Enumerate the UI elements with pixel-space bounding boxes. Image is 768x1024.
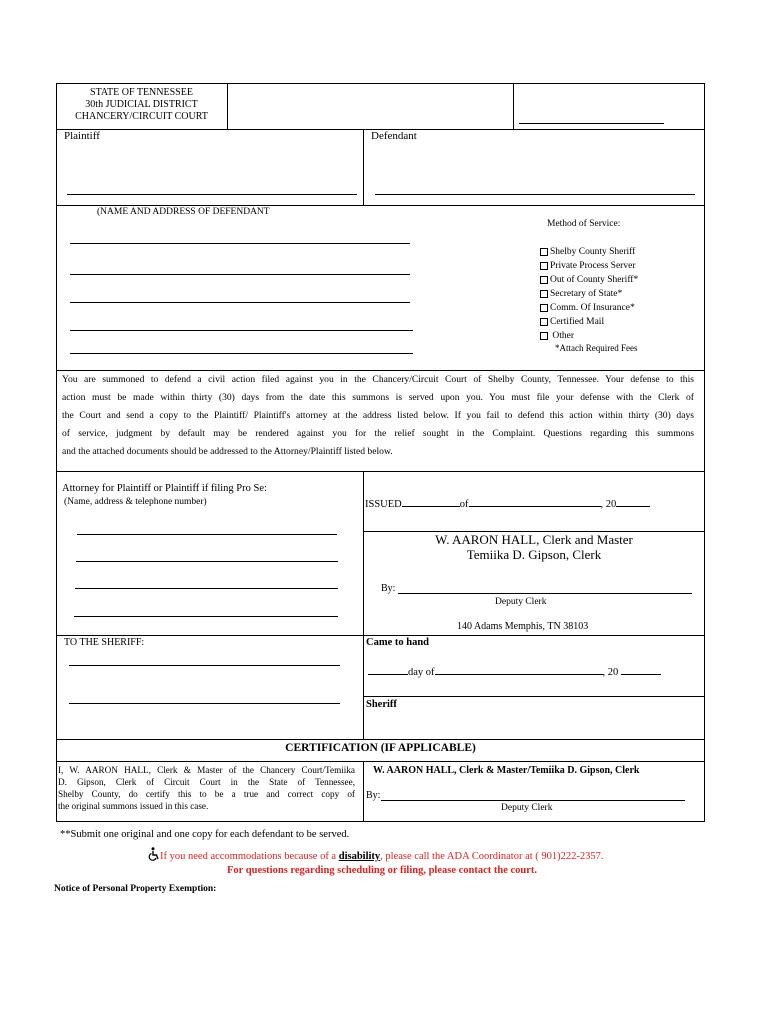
header-divider-right bbox=[513, 83, 514, 130]
ada-disability-word: disability bbox=[338, 851, 381, 862]
defendant-address-line-4[interactable] bbox=[70, 330, 413, 331]
attorney-line-2[interactable] bbox=[76, 561, 338, 562]
attorney-line-3[interactable] bbox=[75, 588, 338, 589]
certification-line-4: the original summons issued in this case. bbox=[58, 801, 209, 811]
summons-line-1: You are summoned to defend a civil action filed against you in the Chancery/Circuit Court of Shelby County, Tennessee. Your defense to this bbox=[62, 374, 694, 385]
service-option-insurance[interactable]: Comm. Of Insurance* bbox=[540, 301, 638, 315]
wheelchair-icon bbox=[148, 847, 160, 861]
court-label: CHANCERY/CIRCUIT COURT bbox=[75, 111, 208, 122]
checkbox-icon[interactable] bbox=[540, 304, 548, 312]
plaintiff-field[interactable] bbox=[67, 194, 357, 195]
certification-text bbox=[58, 764, 355, 812]
summons-line-3: the Court and send a copy to the Plaintiff/ Plaintiff's attorney at the address listed below. If you fail to defend this action within thirty (30) days bbox=[62, 410, 694, 421]
defendant-label: Defendant bbox=[371, 130, 417, 142]
defendant-address-line-1[interactable] bbox=[70, 243, 410, 244]
questions-notice: For questions regarding scheduling or filing, please contact the court. bbox=[227, 865, 538, 876]
service-option-other[interactable]: Other bbox=[540, 329, 638, 343]
service-option-out-of-county[interactable]: Out of County Sheriff* bbox=[540, 273, 638, 287]
certification-clerk-title: W. AARON HALL, Clerk & Master/Temiika D. Gipson, Clerk bbox=[373, 765, 640, 776]
defendant-address-line-5[interactable] bbox=[70, 353, 413, 354]
day-of-label: day of bbox=[408, 667, 435, 678]
checkbox-icon[interactable] bbox=[540, 318, 548, 326]
sheriff-row bbox=[56, 635, 705, 740]
issued-label: ISSUED bbox=[365, 499, 402, 510]
issued-day-field[interactable] bbox=[402, 496, 460, 507]
ada-text-pre: If you need accommodations because of a bbox=[160, 851, 339, 862]
came-to-hand-label: Came to hand bbox=[366, 637, 430, 648]
method-of-service-title: Method of Service: bbox=[547, 219, 621, 229]
defendant-address-line-2[interactable] bbox=[70, 274, 410, 275]
clerk-name bbox=[363, 532, 705, 562]
clerk-name-2: Temiika D. Gipson, Clerk bbox=[466, 547, 602, 562]
came-day-field[interactable] bbox=[368, 664, 408, 675]
service-option-shelby[interactable]: Shelby County Sheriff bbox=[540, 245, 638, 259]
property-exemption-notice: Notice of Personal Property Exemption: bbox=[54, 884, 217, 894]
checkbox-icon[interactable] bbox=[540, 332, 548, 340]
state-label: STATE OF TENNESSEE bbox=[90, 87, 193, 98]
came-year-field[interactable] bbox=[621, 664, 661, 675]
service-option-certified-mail[interactable]: Certified Mail bbox=[540, 315, 638, 329]
ada-text-post: , please call the ADA Coordinator at ( 901)222-2357. bbox=[380, 851, 604, 862]
certification-by-label: By: bbox=[366, 790, 381, 801]
checkbox-icon[interactable] bbox=[540, 276, 548, 284]
sheriff-divider bbox=[363, 635, 364, 740]
issued-field[interactable] bbox=[365, 496, 650, 510]
attorney-sublabel: (Name, address & telephone number) bbox=[64, 497, 207, 507]
sheriff-label: Sheriff bbox=[366, 699, 397, 710]
clerk-master-name: W. AARON HALL, Clerk and Master bbox=[435, 532, 633, 547]
defendant-address-label: (NAME AND ADDRESS OF DEFENDANT bbox=[97, 207, 270, 217]
summons-text bbox=[62, 371, 694, 461]
certification-divider bbox=[363, 761, 364, 822]
court-header bbox=[56, 87, 227, 123]
service-option-secretary[interactable]: Secretary of State* bbox=[540, 287, 638, 301]
certification-line-3: Shelby County, do certify this to be a true and correct copy of bbox=[58, 789, 355, 799]
sheriff-line-2[interactable] bbox=[69, 703, 340, 704]
certification-line-2: D. Gipson, Clerk of Circuit Court in the State of Tennessee, bbox=[58, 777, 355, 787]
came-year-label: , 20 bbox=[602, 667, 619, 678]
issued-year-field[interactable] bbox=[616, 496, 650, 507]
issued-month-field[interactable] bbox=[469, 496, 601, 507]
defendant-field[interactable] bbox=[375, 194, 695, 195]
came-to-hand-bottom bbox=[363, 696, 705, 697]
deputy-clerk-label: Deputy Clerk bbox=[495, 597, 547, 607]
came-month-field[interactable] bbox=[435, 664, 603, 675]
came-to-hand-date[interactable] bbox=[368, 664, 661, 678]
certification-title: CERTIFICATION (IF APPLICABLE) bbox=[285, 742, 476, 754]
parties-divider bbox=[363, 129, 364, 206]
summons-line-5: and the attached documents should be addressed to the Attorney/Plaintiff listed below. bbox=[62, 446, 393, 457]
checkbox-icon[interactable] bbox=[540, 248, 548, 256]
district-label: 30th JUDICIAL DISTRICT bbox=[85, 99, 198, 110]
docket-number-field[interactable] bbox=[519, 123, 664, 124]
submit-note: **Submit one original and one copy for each defendant to be served. bbox=[60, 829, 350, 840]
certification-deputy-label: Deputy Clerk bbox=[501, 803, 553, 813]
attorney-line-4[interactable] bbox=[74, 616, 338, 617]
certification-signature-field[interactable] bbox=[381, 800, 685, 801]
plaintiff-label: Plaintiff bbox=[64, 130, 100, 142]
clerk-by-label: By: bbox=[381, 583, 396, 594]
method-of-service-options bbox=[540, 245, 638, 357]
summons-line-2: action must be made within thirty (30) days from the date this summons is served upon you. You must file your defense with the Clerk of bbox=[62, 392, 694, 403]
checkbox-icon[interactable] bbox=[540, 262, 548, 270]
issued-year-label: , 20 bbox=[600, 499, 617, 510]
to-sheriff-label: TO THE SHERIFF: bbox=[64, 637, 145, 648]
summons-line-4: of service, judgment by default may be rendered against you for the relief sought in the Complaint. Questions regarding this summons bbox=[62, 428, 694, 439]
service-fees-note: *Attach Required Fees bbox=[555, 343, 638, 353]
defendant-address-line-3[interactable] bbox=[70, 302, 410, 303]
sheriff-line-1[interactable] bbox=[69, 665, 340, 666]
certification-line-1: I, W. AARON HALL, Clerk & Master of the Chancery Court/Temiika bbox=[58, 765, 355, 775]
attorney-label: Attorney for Plaintiff or Plaintiff if filing Pro Se: bbox=[62, 483, 267, 494]
checkbox-icon[interactable] bbox=[540, 290, 548, 298]
issued-of-label: of bbox=[459, 499, 469, 510]
ada-notice bbox=[148, 847, 604, 862]
clerk-signature-field[interactable] bbox=[398, 593, 692, 594]
service-option-private[interactable]: Private Process Server bbox=[540, 259, 638, 273]
header-divider bbox=[227, 83, 228, 130]
clerk-address: 140 Adams Memphis, TN 38103 bbox=[457, 621, 589, 632]
attorney-line-1[interactable] bbox=[77, 534, 337, 535]
